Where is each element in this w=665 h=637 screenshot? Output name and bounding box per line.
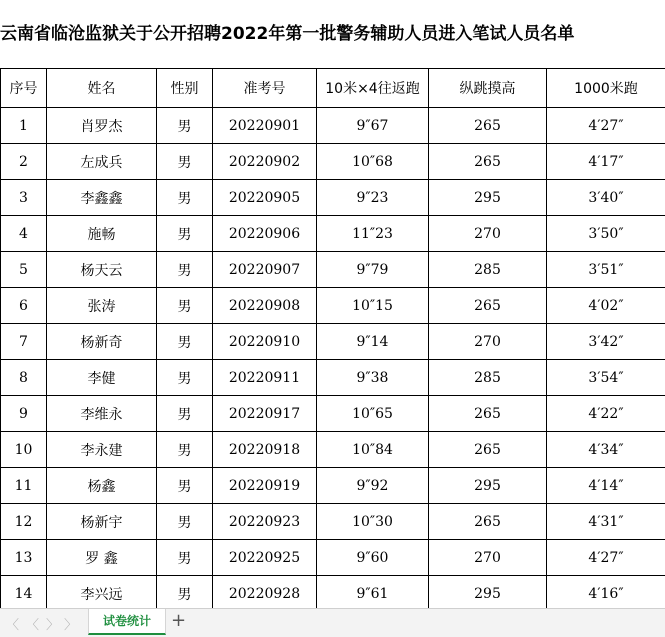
cell-index[interactable]: 12 <box>1 504 47 540</box>
cell-shuttle-run[interactable]: 11″23 <box>317 216 429 252</box>
table-row <box>1 540 665 576</box>
cell-shuttle-run[interactable]: 9″61 <box>317 576 429 609</box>
cell-shuttle-run[interactable]: 10″84 <box>317 432 429 468</box>
cell-exam-number[interactable]: 20220928 <box>213 576 317 609</box>
cell-1000m-run[interactable]: 4′27″ <box>547 540 665 576</box>
cell-gender[interactable]: 男 <box>157 252 213 288</box>
col-header-exam-number[interactable]: 准考号 <box>213 69 317 108</box>
cell-gender[interactable]: 男 <box>157 108 213 144</box>
cell-name[interactable]: 李兴远 <box>47 576 157 609</box>
cell-exam-number[interactable]: 20220917 <box>213 396 317 432</box>
cell-index[interactable]: 11 <box>1 468 47 504</box>
cell-vertical-jump[interactable]: 285 <box>429 360 547 396</box>
cell-gender[interactable]: 男 <box>157 180 213 216</box>
cell-1000m-run[interactable]: 4′16″ <box>547 576 665 609</box>
cell-index[interactable]: 3 <box>1 180 47 216</box>
results-table <box>0 68 665 608</box>
cell-name[interactable]: 李鑫鑫 <box>47 180 157 216</box>
cell-gender[interactable]: 男 <box>157 576 213 609</box>
table-row <box>1 216 665 252</box>
cell-gender[interactable]: 男 <box>157 504 213 540</box>
cell-exam-number[interactable]: 20220910 <box>213 324 317 360</box>
last-sheet-icon[interactable]: 〉 <box>64 614 77 633</box>
header-row <box>1 69 665 108</box>
cell-index[interactable]: 9 <box>1 396 47 432</box>
table-row <box>1 324 665 360</box>
cell-gender[interactable]: 男 <box>157 432 213 468</box>
cell-index[interactable]: 10 <box>1 432 47 468</box>
table-row <box>1 288 665 324</box>
sheet-tab-bar <box>0 608 665 637</box>
cell-gender[interactable]: 男 <box>157 324 213 360</box>
cell-vertical-jump[interactable]: 265 <box>429 108 547 144</box>
cell-name[interactable]: 杨鑫 <box>47 468 157 504</box>
cell-gender[interactable]: 男 <box>157 468 213 504</box>
cell-index[interactable]: 8 <box>1 360 47 396</box>
cell-1000m-run[interactable]: 4′31″ <box>547 504 665 540</box>
cell-shuttle-run[interactable]: 9″79 <box>317 252 429 288</box>
cell-vertical-jump[interactable]: 295 <box>429 468 547 504</box>
cell-1000m-run[interactable]: 3′51″ <box>547 252 665 288</box>
cell-index[interactable]: 14 <box>1 576 47 609</box>
cell-name[interactable]: 杨新宇 <box>47 504 157 540</box>
cell-shuttle-run[interactable]: 10″15 <box>317 288 429 324</box>
col-header-1000m-run[interactable]: 1000米跑 <box>547 69 665 108</box>
cell-vertical-jump[interactable]: 270 <box>429 324 547 360</box>
cell-1000m-run[interactable]: 3′54″ <box>547 360 665 396</box>
cell-index[interactable]: 4 <box>1 216 47 252</box>
cell-1000m-run[interactable]: 3′40″ <box>547 180 665 216</box>
prev-sheet-icon[interactable]: 〈 <box>26 614 39 633</box>
cell-name[interactable]: 张涛 <box>47 288 157 324</box>
cell-index[interactable]: 5 <box>1 252 47 288</box>
table-row <box>1 360 665 396</box>
table-row <box>1 180 665 216</box>
cell-vertical-jump[interactable]: 265 <box>429 144 547 180</box>
table-row <box>1 504 665 540</box>
cell-shuttle-run[interactable]: 10″30 <box>317 504 429 540</box>
cell-gender[interactable]: 男 <box>157 396 213 432</box>
cell-shuttle-run[interactable]: 9″92 <box>317 468 429 504</box>
cell-vertical-jump[interactable]: 270 <box>429 216 547 252</box>
table-row <box>1 108 665 144</box>
table-row <box>1 144 665 180</box>
cell-vertical-jump[interactable]: 265 <box>429 288 547 324</box>
cell-index[interactable]: 2 <box>1 144 47 180</box>
cell-gender[interactable]: 男 <box>157 540 213 576</box>
cell-exam-number[interactable]: 20220906 <box>213 216 317 252</box>
cell-shuttle-run[interactable]: 10″65 <box>317 396 429 432</box>
sheet-tab-active[interactable]: 试卷统计 <box>88 609 166 635</box>
cell-exam-number[interactable]: 20220901 <box>213 108 317 144</box>
cell-gender[interactable]: 男 <box>157 360 213 396</box>
cell-1000m-run[interactable]: 3′50″ <box>547 216 665 252</box>
cell-name[interactable]: 左成兵 <box>47 144 157 180</box>
cell-vertical-jump[interactable]: 265 <box>429 396 547 432</box>
cell-vertical-jump[interactable]: 295 <box>429 576 547 609</box>
cell-exam-number[interactable]: 20220907 <box>213 252 317 288</box>
cell-shuttle-run[interactable]: 9″38 <box>317 360 429 396</box>
cell-1000m-run[interactable]: 4′27″ <box>547 108 665 144</box>
table-row <box>1 396 665 432</box>
add-sheet-icon[interactable]: + <box>171 610 186 631</box>
cell-name[interactable]: 李健 <box>47 360 157 396</box>
cell-exam-number[interactable]: 20220925 <box>213 540 317 576</box>
cell-gender[interactable]: 男 <box>157 288 213 324</box>
col-header-index[interactable]: 序号 <box>1 69 47 108</box>
cell-shuttle-run[interactable]: 9″14 <box>317 324 429 360</box>
cell-shuttle-run[interactable]: 9″60 <box>317 540 429 576</box>
sheet-title: 云南省临沧监狱关于公开招聘2022年第一批警务辅助人员进入笔试人员名单 <box>0 0 665 68</box>
cell-index[interactable]: 7 <box>1 324 47 360</box>
col-header-shuttle-run[interactable]: 10米×4往返跑 <box>317 69 429 108</box>
table-row <box>1 252 665 288</box>
cell-index[interactable]: 13 <box>1 540 47 576</box>
next-sheet-icon[interactable]: 〉 <box>46 614 59 633</box>
table-row <box>1 576 665 609</box>
cell-name[interactable]: 肖罗杰 <box>47 108 157 144</box>
cell-1000m-run[interactable]: 4′22″ <box>547 396 665 432</box>
cell-exam-number[interactable]: 20220902 <box>213 144 317 180</box>
cell-1000m-run[interactable]: 3′42″ <box>547 324 665 360</box>
cell-vertical-jump[interactable]: 265 <box>429 432 547 468</box>
cell-name[interactable]: 李永建 <box>47 432 157 468</box>
cell-shuttle-run[interactable]: 10″68 <box>317 144 429 180</box>
cell-1000m-run[interactable]: 4′14″ <box>547 468 665 504</box>
cell-gender[interactable]: 男 <box>157 144 213 180</box>
cell-gender[interactable]: 男 <box>157 216 213 252</box>
cell-vertical-jump[interactable]: 285 <box>429 252 547 288</box>
col-header-name[interactable]: 姓名 <box>47 69 157 108</box>
col-header-gender[interactable]: 性别 <box>157 69 213 108</box>
cell-name[interactable]: 施畅 <box>47 216 157 252</box>
cell-exam-number[interactable]: 20220918 <box>213 432 317 468</box>
cell-1000m-run[interactable]: 4′34″ <box>547 432 665 468</box>
cell-name[interactable]: 杨新奇 <box>47 324 157 360</box>
first-sheet-icon[interactable]: 〈 <box>6 614 19 633</box>
cell-exam-number[interactable]: 20220905 <box>213 180 317 216</box>
cell-exam-number[interactable]: 20220923 <box>213 504 317 540</box>
cell-index[interactable]: 1 <box>1 108 47 144</box>
cell-vertical-jump[interactable]: 270 <box>429 540 547 576</box>
cell-index[interactable]: 6 <box>1 288 47 324</box>
cell-exam-number[interactable]: 20220908 <box>213 288 317 324</box>
cell-1000m-run[interactable]: 4′17″ <box>547 144 665 180</box>
cell-1000m-run[interactable]: 4′02″ <box>547 288 665 324</box>
table-row <box>1 468 665 504</box>
cell-name[interactable]: 杨天云 <box>47 252 157 288</box>
cell-name[interactable]: 李维永 <box>47 396 157 432</box>
col-header-vertical-jump[interactable]: 纵跳摸高 <box>429 69 547 108</box>
cell-vertical-jump[interactable]: 265 <box>429 504 547 540</box>
cell-exam-number[interactable]: 20220919 <box>213 468 317 504</box>
cell-name[interactable]: 罗 鑫 <box>47 540 157 576</box>
cell-shuttle-run[interactable]: 9″67 <box>317 108 429 144</box>
cell-exam-number[interactable]: 20220911 <box>213 360 317 396</box>
cell-shuttle-run[interactable]: 9″23 <box>317 180 429 216</box>
table-row <box>1 432 665 468</box>
cell-vertical-jump[interactable]: 295 <box>429 180 547 216</box>
